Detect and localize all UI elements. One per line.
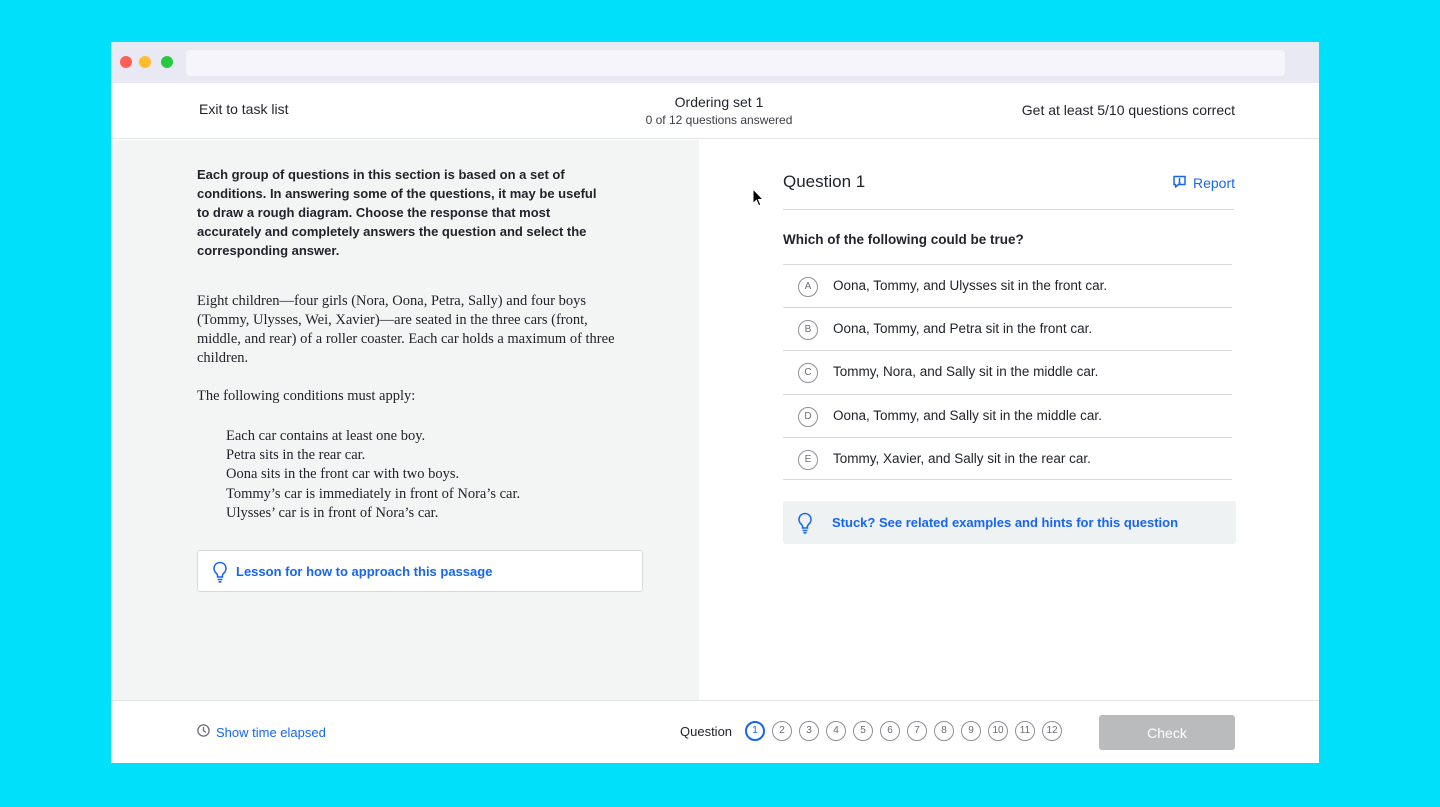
question-nav-1[interactable]: 1 [745,721,765,741]
show-time-elapsed-button[interactable] [197,724,326,740]
answer-option-a[interactable] [783,264,1232,307]
condition-item: Each car contains at least one boy. [226,428,426,444]
question-nav-2[interactable]: 2 [772,721,792,741]
condition-item: Oona sits in the front car with two boys. [226,466,460,483]
questions-answered-count: 0 of 12 questions answered [645,113,793,127]
mouse-pointer-icon [752,188,764,212]
question-title: Question 1 [783,172,866,191]
question-nav-11[interactable]: 11 [1015,721,1035,741]
check-button[interactable]: Check [1099,715,1235,750]
option-text: Tommy, Nora, and Sally sit in the middle car. [833,364,1099,380]
option-letter: E [798,450,818,470]
maximize-window-dot[interactable] [161,56,173,68]
answer-option-d[interactable] [783,394,1232,437]
conditions-intro: The following conditions must apply: [197,388,416,404]
question-nav-6[interactable]: 6 [880,721,900,741]
goal-text: Get at least 5/10 questions correct [1021,102,1235,118]
question-navigator [745,721,1062,741]
question-nav-5[interactable]: 5 [853,721,873,741]
condition-item: Petra sits in the rear car. [226,447,366,464]
option-letter: A [798,277,818,297]
option-text: Oona, Tommy, and Ulysses sit in the front car. [833,278,1108,293]
lesson-link-box[interactable] [197,550,643,592]
set-title: Ordering set 1 [674,94,764,110]
condition-item: Tommy’s car is immediately in front of Nora’s car. [226,485,521,502]
lightbulb-icon [212,561,228,588]
clock-icon [197,724,210,740]
hints-label: Stuck? See related examples and hints for this question [832,515,1179,530]
conditions-list [226,427,520,523]
report-button[interactable] [1172,174,1235,192]
answer-option-b[interactable] [783,307,1232,350]
question-stem: Which of the following could be true? [783,232,1024,247]
option-letter: C [798,363,818,383]
answer-option-e[interactable] [783,437,1232,480]
browser-window [111,42,1319,763]
timer-label: Show time elapsed [216,724,326,740]
hints-box[interactable] [783,501,1236,544]
question-nav-12[interactable]: 12 [1042,721,1062,741]
option-text: Tommy, Xavier, and Sally sit in the rear car. [833,450,1091,466]
question-nav-label: Question [680,724,733,739]
question-divider [783,209,1234,210]
question-nav-9[interactable]: 9 [961,721,981,741]
condition-item: Ulysses’ car is in front of Nora’s car. [226,504,439,521]
option-letter: D [798,407,818,427]
close-window-dot[interactable] [120,56,132,68]
address-bar[interactable] [186,50,1285,76]
window-titlebar [111,42,1319,83]
passage-body: Eight children—four girls (Nora, Oona, Petra, Sally) and four boys (Tommy, Ulysses, Wei, Xavier)—are seated in the three cars (front, middle, and rear) of a roller coaster. Each car holds a maximum of three children. [197,293,615,366]
question-nav-10[interactable]: 10 [988,721,1008,741]
answer-option-c[interactable] [783,350,1232,393]
lesson-link-label: Lesson for how to approach this passage [236,564,493,579]
lightbulb-icon [797,512,813,539]
answer-options [783,264,1232,480]
option-text: Oona, Tommy, and Petra sit in the front car. [833,321,1093,337]
exit-to-task-list-link[interactable]: Exit to task list [199,101,289,117]
section-instructions: Each group of questions in this section is based on a set of conditions. In answering some of the questions, it may be useful to draw a rough diagram. Choose the response that most accurately and completely answers the question and select the corresponding answer. [197,167,597,258]
minimize-window-dot[interactable] [139,56,151,68]
report-label: Report [1193,175,1236,191]
option-text: Oona, Tommy, and Sally sit in the middle car. [833,407,1102,423]
report-flag-icon [1172,174,1187,192]
question-nav-8[interactable]: 8 [934,721,954,741]
question-nav-7[interactable]: 7 [907,721,927,741]
question-nav-3[interactable]: 3 [799,721,819,741]
question-nav-4[interactable]: 4 [826,721,846,741]
option-letter: B [798,320,818,340]
